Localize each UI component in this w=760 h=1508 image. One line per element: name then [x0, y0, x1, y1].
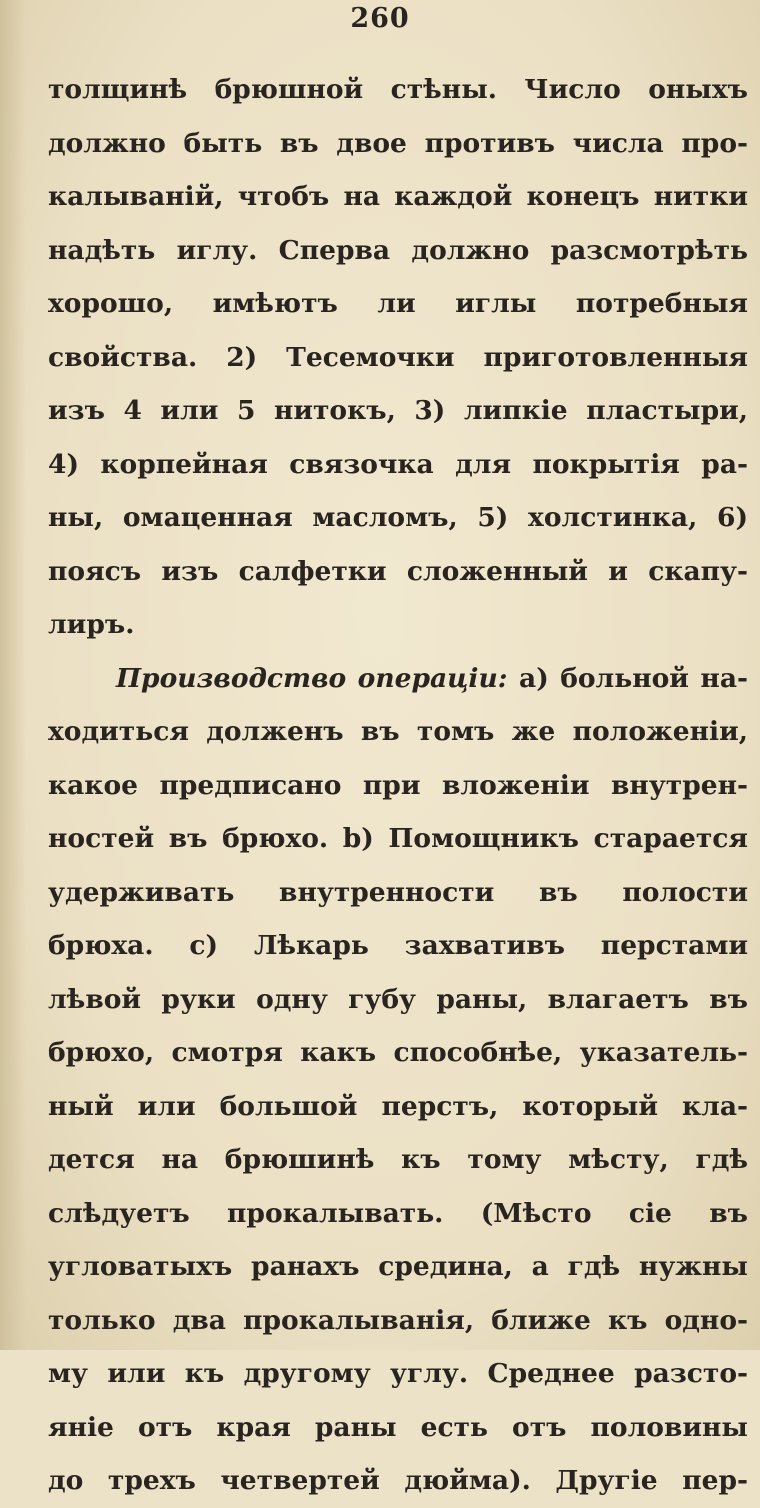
text-line: лѣвой руки одну губу раны, влагаетъ въ — [48, 983, 748, 1015]
text-line: только два прокалыванія, ближе къ одно- — [48, 1304, 748, 1336]
text-line: удерживать внутренности въ полости — [48, 876, 748, 908]
text-line: ностей въ брюхо. b) Помощникъ старается — [48, 823, 748, 854]
text-line: надѣть иглу. Сперва должно разсмотрѣть — [48, 234, 748, 266]
procedure-heading: Производство операціи: — [116, 662, 508, 694]
text-line: 4) корпейная связочка для покрытія ра- — [48, 448, 748, 480]
text-line: ходиться долженъ въ томъ же положеніи, — [48, 716, 748, 747]
text-line: дется на брюшинѣ къ тому мѣсту, гдѣ — [48, 1144, 748, 1175]
procedure-heading-rest: а) больной на- — [519, 662, 748, 694]
text-line: свойства. 2) Тесемочки приготовленныя — [48, 341, 748, 373]
page-number: 260 — [350, 3, 410, 34]
text-line: слѣдуетъ прокалывать. (Мѣсто сіе въ — [48, 1197, 748, 1229]
text-line: калываній, чтобъ на каждой конецъ нитки — [48, 181, 748, 212]
text-line: до трехъ четвертей дюйма). Другіе пер- — [48, 1465, 748, 1496]
text-line: лиръ. — [48, 609, 135, 640]
text-line: му или къ другому углу. Среднее разсто- — [48, 1358, 748, 1389]
text-line: ны, омаценная масломъ, 5) холстинка, 6) — [48, 502, 748, 533]
text-line: хорошо, имѣютъ ли иглы потребныя — [48, 288, 748, 319]
body-text — [48, 63, 748, 1508]
text-line: брюхо, смотря какъ способнѣе, указатель- — [48, 1037, 748, 1068]
text-line: брюха. c) Лѣкарь захвативъ перстами — [48, 930, 748, 961]
text-line: изъ 4 или 5 нитокъ, 3) липкіе пластыри, — [48, 395, 748, 426]
text-line: яніе отъ края раны есть отъ половины — [48, 1411, 748, 1443]
text-line: угловатыхъ ранахъ средина, а гдѣ нужны — [48, 1251, 748, 1282]
text-line: поясъ изъ салфетки сложенный и скапу- — [48, 555, 748, 587]
text-line: должно быть въ двое противъ числа про- — [48, 127, 748, 159]
text-line: какое предписано при вложеніи внутрен- — [48, 769, 748, 801]
text-line: ный или большой перстъ, который кла- — [48, 1090, 748, 1122]
procedure-heading-line — [48, 652, 748, 706]
text-line: толщинѣ брюшной стѣны. Число оныхъ — [48, 74, 748, 105]
